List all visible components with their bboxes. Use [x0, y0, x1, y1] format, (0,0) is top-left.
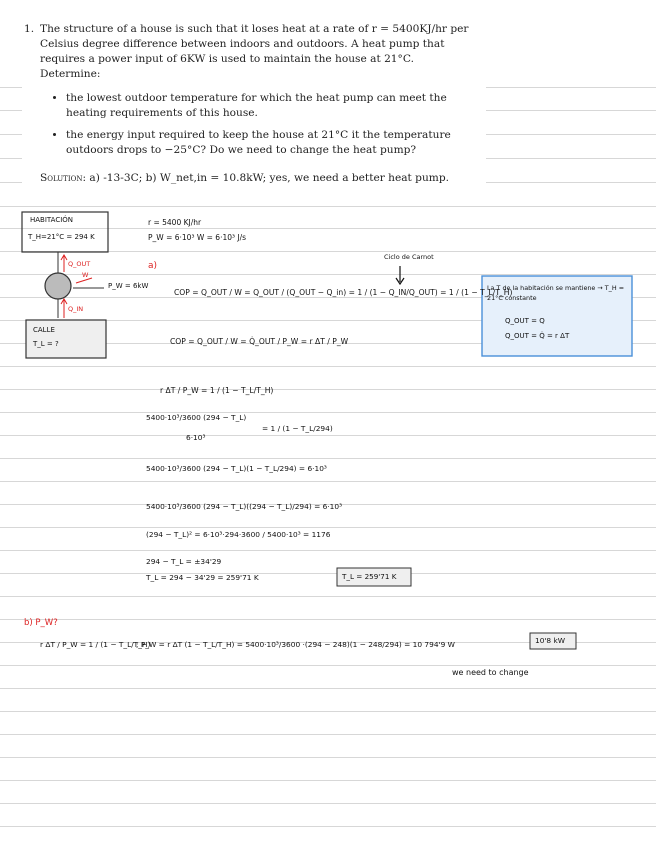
answer-b: 10'8 kW — [535, 636, 566, 645]
problem-number: 1. — [24, 23, 35, 35]
part-a-label: a) — [148, 261, 158, 271]
q-in-label: Q_IN — [68, 305, 84, 313]
equation-4-numerator: 5400·10³/3600 (294 − T_L) — [146, 413, 247, 422]
solution-label: Solution: — [40, 172, 87, 184]
bullet-item: • the lowest outdoor temperature for which the heat pump can meet the heating requirements of this house. — [66, 91, 469, 121]
cop-equation-2: COP = Q_OUT / W = Q̇_OUT / P_W = r ΔT / P_W — [170, 337, 349, 346]
pw-label: P_W = 6kW — [108, 282, 149, 290]
w-label: W — [82, 271, 89, 279]
cop-equation-1: COP = Q_OUT / W = Q_OUT / (Q_OUT − Q_in) = 1 / (1 − Q_IN/Q_OUT) = 1 / (1 − T_L/T_H) — [174, 288, 513, 297]
house-box-label: HABITACIÓN — [30, 216, 74, 224]
given-r: r = 5400 KJ/hr — [148, 218, 202, 227]
equation-4-rhs: = 1 / (1 − T_L/294) — [262, 424, 333, 433]
boxed-note-2: Q_OUT = Q — [505, 317, 545, 325]
answer-a: T_L = 259'71 K — [342, 572, 397, 581]
cold-box-label: CALLE — [33, 326, 55, 334]
q-out-label: Q_OUT — [68, 260, 91, 268]
equation-4-denominator: 6·10³ — [186, 433, 206, 442]
conclusion: we need to change — [452, 668, 529, 677]
equation-11: ; P_W = r ΔT (1 − T_L/T_H) = 5400·10³/3600 ·(294 − 248)(1 − 248/294) = 10 794'9 W — [136, 640, 455, 649]
bullet-item: • the energy input required to keep the house at 21°C it the temperature outdoors drops to −25°C? Do we need to change the heat pump? — [66, 128, 469, 158]
equation-3: r ΔT / P_W = 1 / (1 − T_L/T_H) — [160, 386, 274, 395]
heat-pump-circle — [45, 273, 71, 299]
equation-10: r ΔT / P_W = 1 / (1 − T_L/T_H) — [40, 640, 151, 649]
equation-9: T_L = 294 − 34'29 = 259'71 K — [146, 573, 259, 582]
solution-text: a) -13-3C; b) W_net,in = 10.8kW; yes, we need a better heat pump. — [89, 172, 449, 184]
part-b-label: b) P_W? — [24, 618, 58, 628]
equation-7: (294 − T_L)² = 6·10³·294·3600 / 5400·10³ = 1176 — [146, 530, 331, 539]
house-temp-label: T_H=21°C = 294 K — [28, 233, 95, 241]
boxed-note-1: La T de la habitación se mantiene → T_H = 21°C constante — [487, 284, 625, 302]
equation-5: 5400·10³/3600 (294 − T_L)(1 − T_L/294) = 6·10³ — [146, 464, 327, 473]
equation-8: 294 − T_L = ±34'29 — [146, 557, 222, 566]
equation-6: 5400·10³/3600 (294 − T_L)((294 − T_L)/294) = 6·10³ — [146, 502, 343, 511]
carnot-note: Ciclo de Carnot — [384, 253, 434, 261]
boxed-note-3: Q_OUT = Q̇ = r ΔT — [505, 332, 570, 340]
problem-text: The structure of a house is such that it loses heat at a rate of r = 5400KJ/hr per Celsius degree difference between indoors and outdoors. A heat pump that requires a power input of 6KW is used to maintain the house at 21°C. Determine: — [40, 23, 469, 80]
cold-temp-label: T_L = ? — [33, 340, 59, 348]
given-pw: P_W = 6·10³ W = 6·10³ J/s — [148, 233, 247, 242]
